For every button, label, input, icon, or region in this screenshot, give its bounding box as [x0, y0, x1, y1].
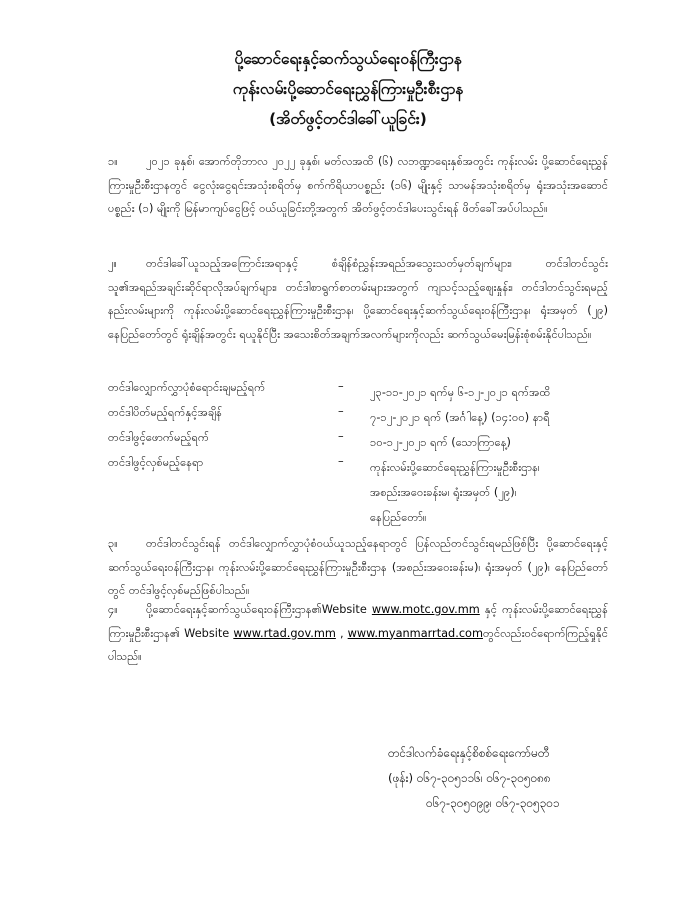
schedule-label: တင်ဒါလျှောက်လွှာပုံစံရောင်းချမည့်ရက် — [108, 381, 266, 394]
paragraph-4 — [108, 598, 608, 669]
schedule-value — [370, 455, 630, 530]
phone-line-1: (ဖုန်း) ၀၆၇-၃၀၅၁၁၆၊ ၀၆၇-၃၀၅၀၈၈ — [388, 771, 551, 785]
paragraph-4-text-b: နှင့် ကုန်းလမ်းပို့ဆောင်ရေးညွှန်ကြားမှုဦးစီးဌာန၏ Website — [108, 603, 608, 640]
notice-header — [0, 44, 696, 134]
paragraph-1-number: ၁။ — [108, 155, 118, 168]
rtad-website-link[interactable]: www.rtad.gov.mm — [233, 626, 336, 640]
schedule-value: ၂၃-၁၁-၂၀၂၁ ရက်မှ ၆-၁၂-၂၀၂၁ ရက်အထိ — [370, 386, 551, 399]
tender-schedule — [108, 380, 628, 530]
schedule-row — [108, 405, 628, 430]
paragraph-3-number: ၃။ — [108, 537, 118, 550]
motc-website-link[interactable]: www.motc.gov.mm — [371, 603, 480, 616]
department-name: ကုန်းလမ်းပို့ဆောင်ရေးညွှန်ကြားမှုဦးစီးဌာန — [232, 80, 464, 98]
paragraph-4-text-c: တွင်လည်းဝင်ရောက်ကြည့်ရှုနိုင်ပါသည်။ — [108, 626, 608, 663]
ministry-name: ပို့ဆောင်ရေးနှင့်ဆက်သွယ်ရေးဝန်ကြီးဌာန — [234, 50, 462, 68]
notice-title: (အိတ်ဖွင့်တင်ဒါခေါ်ယူခြင်း) — [269, 110, 427, 128]
phone-line-2: ၀၆၇-၃၀၅၀၉၉၊ ၀၆၇-၃၀၅၃၀၁ — [426, 796, 560, 810]
link-separator: , — [339, 626, 344, 640]
venue-line: ကုန်းလမ်းပို့ဆောင်ရေးညွှန်ကြားမှုဦးစီးဌာန၊ — [370, 461, 540, 474]
committee-name: တင်ဒါလက်ခံရေးနှင့်စိစစ်ရေးကော်မတီ — [388, 746, 550, 760]
schedule-dash: – — [338, 380, 344, 393]
schedule-row — [108, 455, 628, 530]
schedule-label: တင်ဒါဖွင့်ဖောက်မည့်ရက် — [108, 431, 210, 444]
schedule-dash: – — [338, 405, 344, 418]
paragraph-3 — [108, 532, 608, 603]
schedule-label: တင်ဒါဖွင့်လှစ်မည့်နေရာ — [108, 456, 204, 469]
paragraph-2-number: ၂။ — [108, 257, 117, 270]
paragraph-4-text-a: ပို့ဆောင်ရေးနှင့်ဆက်သွယ်ရေးဝန်ကြီးဌာန၏Website — [146, 603, 367, 616]
schedule-row — [108, 430, 628, 455]
schedule-value: ၁၀-၁၂-၂၀၂၁ ရက် (သောကြာနေ့) — [370, 436, 511, 449]
venue-line: နေပြည်တော်။ — [370, 511, 427, 524]
schedule-dash: – — [338, 455, 344, 468]
paragraph-2 — [108, 252, 608, 346]
schedule-value: ၇-၁၂-၂၀၂၁ ရက် (အင်္ဂါနေ့) (၁၄:၀၀) နာရီ — [370, 411, 550, 424]
signature-block — [388, 741, 560, 816]
paragraph-1 — [108, 150, 608, 221]
schedule-row — [108, 380, 628, 405]
venue-line: အစည်းအဝေးခန်းမ၊ ရုံးအမှတ် (၂၉)၊ — [370, 486, 517, 499]
schedule-dash: – — [338, 430, 344, 443]
paragraph-3-text: တင်ဒါတင်သွင်းရန် တင်ဒါလျှောက်လွှာပုံစံဝယ်ယူသည့်နေရာတွင် ပြန်လည်တင်သွင်းရမည်ဖြစ်ပြီး ပို့ဆောင်ရေးနှင့်ဆက်သွယ်ရေးဝန်ကြီးဌာန၊ ကုန်းလမ်းပို့ဆောင်ရေးညွှန်ကြားမှုဦးစီးဌာန (အစည်းအဝေးခန်းမ)၊ ရုံးအမှတ် (၂၉)၊ နေပြည်တော်တွင် တင်ဒါဖွင့်လှစ်မည်ဖြစ်ပါသည်။ — [108, 537, 608, 597]
myanmarrtad-website-link[interactable]: www.myanmarrtad.com — [347, 626, 483, 640]
schedule-label: တင်ဒါပိတ်မည့်ရက်နှင့်အချိန် — [108, 406, 222, 419]
paragraph-1-text: ၂၀၂၁ ခုနှစ်၊ အောက်တိုဘာလ ၂၀၂၂ ခုနှစ်၊ မတ်လအထိ (၆) လဘဏ္ဍာရေးနှစ်အတွင်း ကုန်းလမ်း ပို့ဆောင်ရေးညွှန်ကြားမှုဦးစီးဌာနတွင် ငွေလုံးငွေရင်းအသုံးစရိတ်မှ စက်ကိရိယာပစ္စည်း (၁၆) မျိုးနှင့် သာမန်အသုံးစရိတ်မှ ရုံးအသုံးအဆောင်ပစ္စည်း (၁) မျိုးကို မြန်မာကျပ်ငွေဖြင့် ဝယ်ယူခြင်းတို့အတွက် အိတ်ဖွင့်တင်ဒါပေးသွင်းရန် ဖိတ်ခေါ်အပ်ပါသည်။ — [108, 155, 608, 215]
paragraph-4-number: ၄။ — [108, 603, 118, 616]
paragraph-2-text: တင်ဒါခေါ်ယူသည့်အကြောင်းအရာနှင့် စံချိန်စံညွှန်းအရည်အသွေးသတ်မှတ်ချက်များ၊ တင်ဒါတင်သွင်းသူ၏အရည်အချင်းဆိုင်ရာလိုအပ်ချက်များ၊ တင်ဒါစာရွက်စာတမ်းများအတွက် ကျသင့်သည့်ဈေးနှုန်း၊ တင်ဒါတင်သွင်းရမည့်နည်းလမ်းများကို ကုန်းလမ်းပို့ဆောင်ရေးညွှန်ကြားမှုဦးစီးဌာန၊ ပို့ဆောင်ရေးနှင့်ဆက်သွယ်ရေးဝန်ကြီးဌာန၊ ရုံးအမှတ် (၂၉) နေပြည်တော်တွင် ရုံးချိန်အတွင်း ရယူနိုင်ပြီး အသေးစိတ်အချက်အလက်များကိုလည်း ဆက်သွယ်မေးမြန်းစုံစမ်းနိုင်ပါသည်။ — [108, 257, 608, 341]
